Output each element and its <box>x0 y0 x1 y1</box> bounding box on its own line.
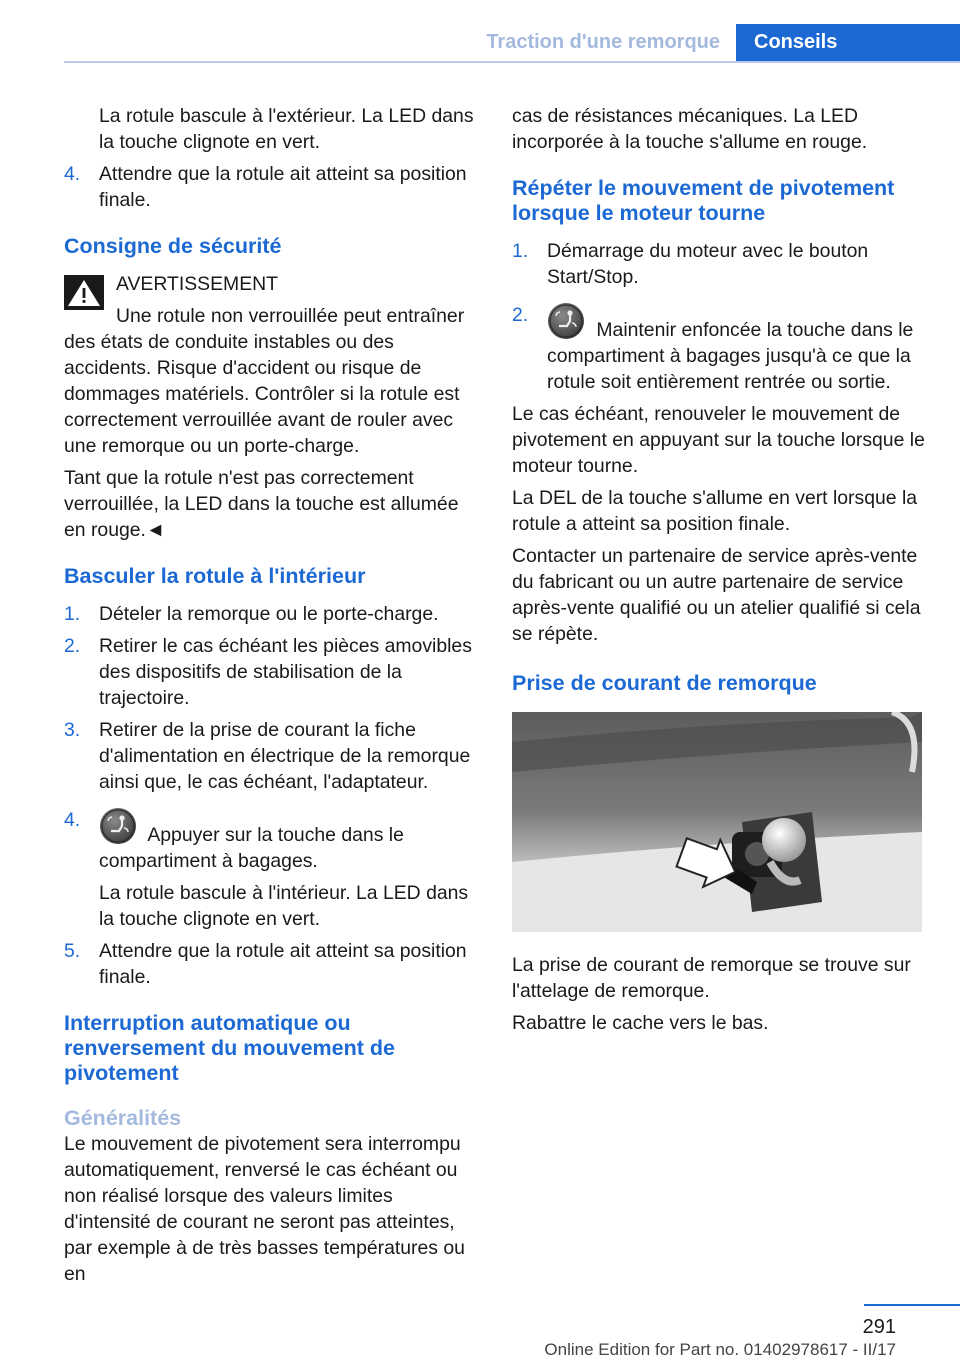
warning-text-first-line: Une rotule non verrouillée peut entraîner <box>116 305 465 327</box>
step-text: Retirer le cas échéant les pièces amovibles des dispositifs de stabilisation de la trajectoire. <box>99 635 472 709</box>
section-heading-swing-in: Basculer la rotule à l'intérieur <box>64 564 366 588</box>
tow-hitch-button-icon <box>99 807 137 845</box>
section-heading-interruption: Interruption automatique ou renversement du mouvement de pivotement <box>64 1011 395 1085</box>
step-number: 1. <box>512 240 529 262</box>
section-heading-socket: Prise de courant de remorque <box>512 671 817 695</box>
step-number: 1. <box>64 603 81 625</box>
swing-in-steps <box>64 601 480 990</box>
intro-steps <box>64 161 480 213</box>
step-text: Appuyer sur la touche dans le compartiment à bagages. <box>99 824 404 872</box>
chapter-tab <box>736 24 960 63</box>
list-item <box>64 161 480 213</box>
subsection-heading-general: Généralités <box>64 1106 182 1130</box>
step-text: Attendre que la rotule ait atteint sa position finale. <box>99 940 467 988</box>
led-green-paragraph: La DEL de la touche s'allume en vert lorsque la rotule a atteint sa position finale. <box>512 487 918 535</box>
step-text: Maintenir enfoncée la touche dans le compartiment à bagages jusqu'à ce que la rotule soit entièrement rentrée ou sortie. <box>547 319 914 393</box>
warning-triangle-icon <box>64 275 104 310</box>
footer-rule <box>864 1304 960 1306</box>
list-item <box>512 238 928 290</box>
led-note: Tant que la rotule n'est pas correctement verrouillée, la LED dans la touche est allumée en rouge.◄ <box>64 467 459 541</box>
step-text: Dételer la remorque ou le porte-charge. <box>99 603 439 625</box>
step-number: 4. <box>64 163 81 185</box>
step-number: 3. <box>64 719 81 741</box>
step-number: 2. <box>64 635 81 657</box>
repeat-steps <box>512 238 928 395</box>
step-number: 2. <box>512 304 529 326</box>
step-text: Démarrage du moteur avec le bouton Start/Stop. <box>547 240 869 288</box>
running-header-section: Traction d'une remorque <box>486 31 720 53</box>
list-item <box>512 302 928 395</box>
header-rule <box>64 61 960 63</box>
step-text: Attendre que la rotule ait atteint sa position finale. <box>99 163 467 211</box>
right-column <box>512 103 928 1042</box>
service-paragraph: Contacter un partenaire de service après-vente du fabricant ou un autre partenaire de service après-vente qualifié ou un atelier qualifié si cela se répète. <box>512 545 921 645</box>
list-item <box>64 717 480 795</box>
step-subtext: La rotule bascule à l'intérieur. La LED dans la touche clignote en vert. <box>99 882 469 930</box>
general-text: Le mouvement de pivotement sera interrompu automatiquement, renversé le cas échéant ou non réalisé lorsque des valeurs limites d'intensité de courant ne seront pas atteintes, par exemple à de très basses températures ou en <box>64 1133 465 1285</box>
step-number: 4. <box>64 809 81 831</box>
warning-text: des états de conduite instables ou des accidents. Risque d'accident ou risque de dommages matériels. Contrôler si la rotule est correctement verrouillée avant de rouler avec une remorque ou un porte-charge. <box>64 331 460 457</box>
tow-hitch-button-icon <box>547 302 585 340</box>
continued-text: cas de résistances mécaniques. La LED incorporée à la touche s'allume en rouge. <box>512 105 868 153</box>
step-number: 5. <box>64 940 81 962</box>
repeat-paragraph: Le cas échéant, renouveler le mouvement de pivotement en appuyant sur la touche lorsque le moteur tourne. <box>512 403 925 477</box>
list-item <box>64 938 480 990</box>
socket-location-paragraph: La prise de courant de remorque se trouve sur l'attelage de remorque. <box>512 954 911 1002</box>
step-text: Retirer de la prise de courant la fiche d'alimentation en électrique de la remorque ainsi que, le cas échéant, l'adaptateur. <box>99 719 471 793</box>
list-item <box>64 633 480 711</box>
warning-label: AVERTISSEMENT <box>116 273 278 295</box>
cover-paragraph: Rabattre le cache vers le bas. <box>512 1012 769 1034</box>
left-column <box>64 103 480 1293</box>
continued-step-text: La rotule bascule à l'extérieur. La LED dans la touche clignote en vert. <box>99 105 474 153</box>
warning-block <box>64 271 480 459</box>
section-heading-safety: Consigne de sécurité <box>64 234 282 258</box>
edition-note: Online Edition for Part no. 01402978617 - II/17 <box>544 1340 896 1359</box>
trailer-socket-photo <box>512 712 922 932</box>
chapter-tab-label: Conseils <box>754 31 838 53</box>
list-item <box>64 601 480 627</box>
page-number: 291 <box>862 1316 896 1338</box>
list-item <box>64 807 480 932</box>
section-heading-repeat: Répéter le mouvement de pivotement lorsque le moteur tourne <box>512 176 895 225</box>
